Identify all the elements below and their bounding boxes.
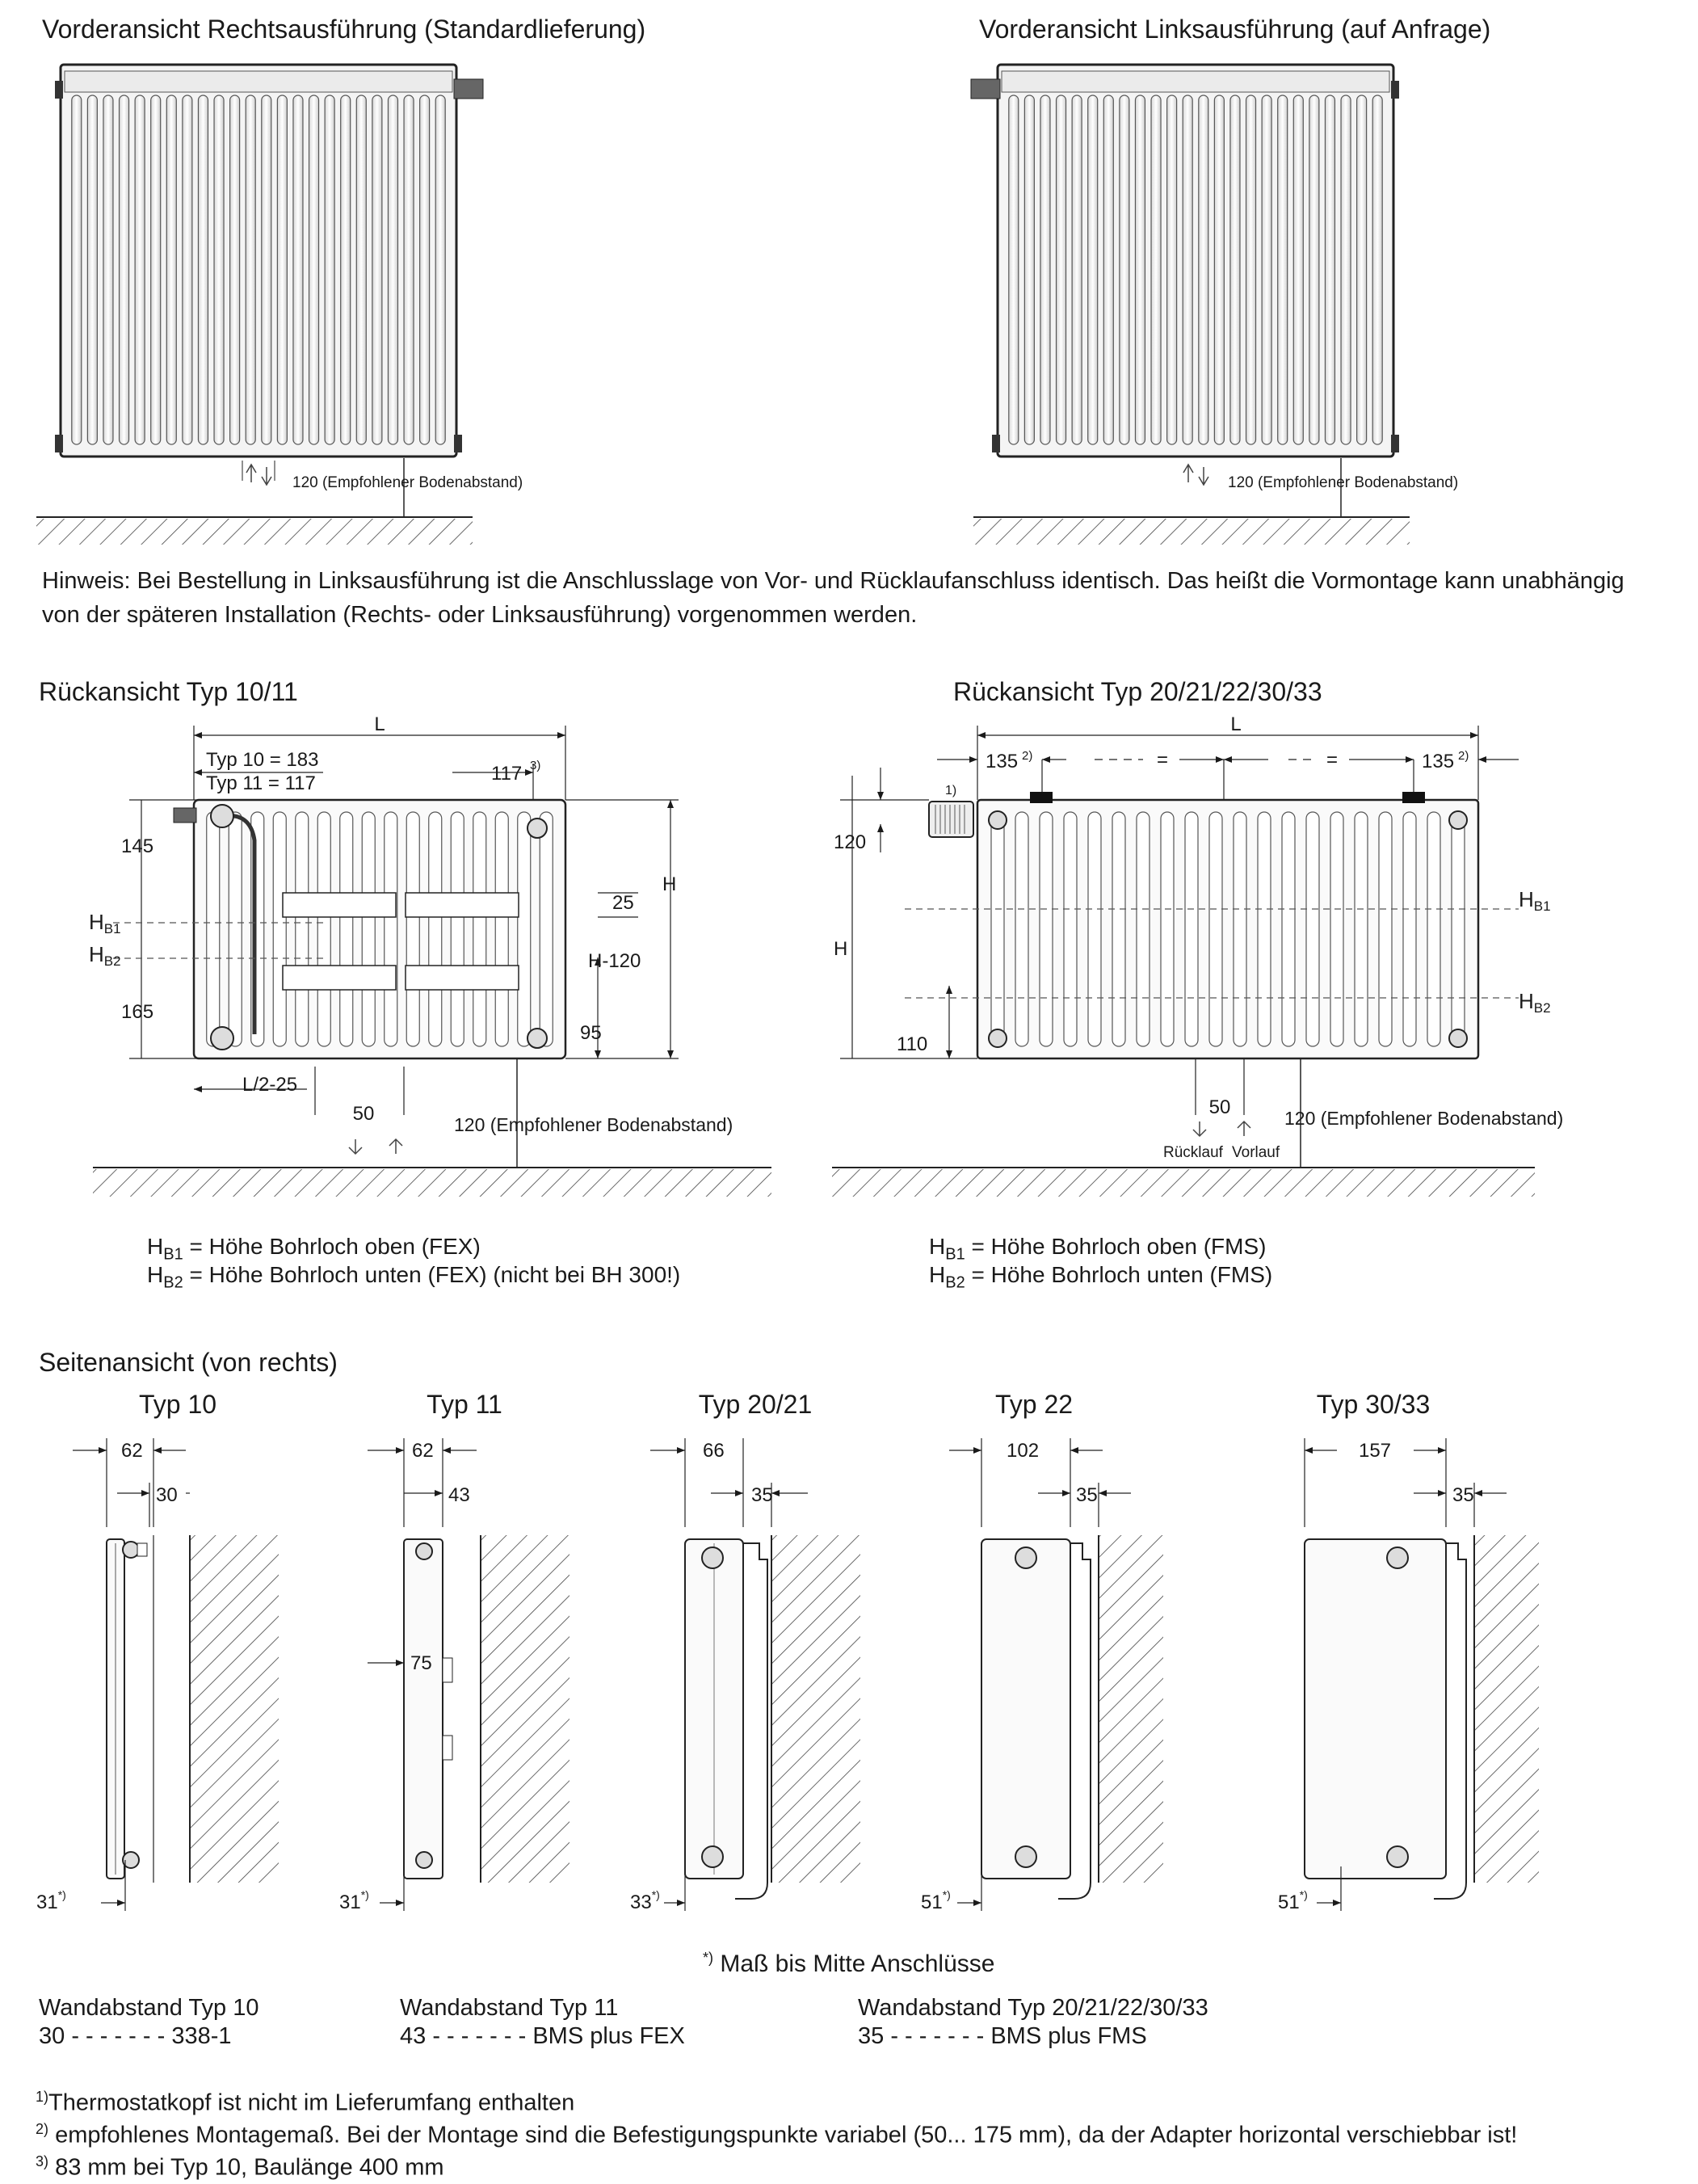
- radiator-rib: [1230, 95, 1240, 444]
- radiator-rib: [1258, 812, 1271, 1046]
- front-left-title: Vorderansicht Linksausführung (auf Anfrage): [979, 15, 1491, 44]
- radiator-rib: [1040, 812, 1053, 1046]
- radiator-rib: [340, 812, 353, 1046]
- radiator-rib: [1330, 812, 1343, 1046]
- radiator-rib: [1372, 95, 1382, 444]
- side-typ30-bottom: 51*): [1278, 1888, 1308, 1913]
- radiator-rib: [317, 812, 330, 1046]
- radiator-rib: [429, 812, 442, 1046]
- rear-20-33-note-1: 1): [945, 784, 957, 797]
- side-title: Seitenansicht (von rechts): [39, 1348, 338, 1377]
- rear-10-11-dim-L2: L/2-25: [242, 1074, 298, 1096]
- radiator-rib: [1309, 95, 1319, 444]
- side-typ22-wall: 35: [1076, 1484, 1098, 1506]
- rear-10-11-floor-label: 120 (Empfohlener Bodenabstand): [454, 1114, 733, 1135]
- side-typ10-depth: 62: [121, 1440, 143, 1462]
- front-right-floor-label: 120 (Empfohlener Bodenabstand): [292, 474, 523, 491]
- rear-20-33-legend-hb1: $H_{B1}$ = Höhe Bohrloch oben (FMS): [929, 1234, 1267, 1264]
- radiator-rib: [151, 95, 161, 444]
- radiator-rib: [1185, 812, 1198, 1046]
- radiator-rib: [1072, 95, 1082, 444]
- radiator-rib: [230, 95, 240, 444]
- footnote-1: $^{1)}$Thermostatkopf ist nicht im Lieferumfang enthalten: [36, 2089, 575, 2116]
- side-typ30-drawing: [1260, 1430, 1551, 1931]
- radiator-rib: [406, 812, 419, 1046]
- rear-20-33-drawing: [824, 711, 1564, 1212]
- rear-10-11-dim-L: L: [374, 713, 385, 735]
- radiator-rib: [1209, 812, 1222, 1046]
- radiator-rib: [1403, 812, 1416, 1046]
- rear-20-33-dim-135-right: 135: [1422, 751, 1455, 772]
- footnote-2: $^{2)}$ empfohlenes Montagemaß. Bei der Montage sind die Befestigungspunkte variabel (50... 175 mm), da der Adapter horizontal verschiebbar ist!: [36, 2121, 1518, 2148]
- radiator-rib: [325, 95, 334, 444]
- rear-10-11-dim-117: 117: [491, 763, 523, 785]
- rear-10-11-dim-165: 165: [121, 1001, 154, 1023]
- rear-10-11-dim-50: 50: [352, 1103, 375, 1125]
- radiator-rib: [1151, 95, 1161, 444]
- side-typ20-drawing: [614, 1430, 889, 1931]
- footnote-3: $^{3)}$ 83 mm bei Typ 10, Baulänge 400 mm: [36, 2153, 444, 2181]
- rear-10-11-dim-95: 95: [580, 1022, 602, 1044]
- wall-typ11-value: 43 - - - - - - - BMS plus FEX: [400, 2023, 685, 2049]
- wall-typ20-title: Wandabstand Typ 20/21/22/30/33: [858, 1995, 1208, 2021]
- radiator-rib: [404, 95, 414, 444]
- radiator-rib: [1009, 95, 1019, 444]
- radiator-rib: [1246, 95, 1256, 444]
- side-typ22-name: Typ 22: [994, 1390, 1074, 1419]
- wall-typ10-value: 30 - - - - - - - 338-1: [39, 2023, 232, 2049]
- radiator-rib: [273, 812, 286, 1046]
- radiator-rib: [1088, 812, 1101, 1046]
- rear-10-11-hb2: HB2: [89, 942, 121, 969]
- side-typ10-bottom: 31*): [36, 1888, 66, 1913]
- radiator-rib: [1214, 95, 1224, 444]
- side-typ10-name: Typ 10: [138, 1390, 217, 1419]
- rear-20-33-hb2: HB2: [1519, 989, 1551, 1016]
- radiator-rib: [1379, 812, 1392, 1046]
- side-typ22-depth: 102: [1007, 1440, 1040, 1462]
- radiator-rib: [1452, 812, 1465, 1046]
- radiator-rib: [198, 95, 208, 444]
- radiator-rib: [420, 95, 430, 444]
- radiator-rib: [87, 95, 97, 444]
- radiator-rib: [1199, 95, 1208, 444]
- radiator-rib: [1282, 812, 1295, 1046]
- radiator-rib: [166, 95, 176, 444]
- rear-10-11-title: Rückansicht Typ 10/11: [39, 677, 298, 706]
- radiator-rib: [1120, 95, 1129, 444]
- radiator-rib: [1183, 95, 1192, 444]
- rear-10-11-dim-H: H: [662, 873, 677, 895]
- radiator-rib: [1064, 812, 1077, 1046]
- hint-text: Hinweis: Bei Bestellung in Linksausführung ist die Anschlusslage von Vor- und Rücklaufanschluss identisch. Das heißt die Vormontage kann unabhängig von der späteren Installation (Rechts- oder Linksausführung) vorgenommen werden.: [42, 568, 1624, 628]
- radiator-rib: [388, 95, 397, 444]
- rear-20-33-hb1: HB1: [1519, 887, 1551, 914]
- side-typ30-name: Typ 30/33: [1316, 1390, 1431, 1419]
- radiator-rib: [1234, 812, 1246, 1046]
- side-typ22-bottom: 51*): [921, 1888, 951, 1913]
- radiator-rib: [207, 812, 220, 1046]
- radiator-rib: [1325, 95, 1334, 444]
- rear-10-11-note-3: 3): [530, 759, 541, 772]
- radiator-rib: [1278, 95, 1288, 444]
- radiator-rib: [1103, 95, 1113, 444]
- side-typ30-depth: 157: [1358, 1440, 1392, 1462]
- side-note: *) Maß bis Mitte Anschlüsse: [703, 1950, 995, 1977]
- radiator-rib: [341, 95, 351, 444]
- radiator-rib: [214, 95, 224, 444]
- radiator-rib: [1167, 95, 1177, 444]
- radiator-rib: [72, 95, 82, 444]
- side-typ11-bottom: 31*): [339, 1888, 369, 1913]
- rear-20-33-dim-135-left: 135: [986, 751, 1019, 772]
- radiator-rib: [1137, 812, 1150, 1046]
- rear-10-11-dim-145: 145: [121, 835, 154, 857]
- rear-10-11-dim-H120: H-120: [588, 950, 641, 972]
- radiator-rib: [362, 812, 375, 1046]
- radiator-rib: [262, 95, 271, 444]
- side-typ30-wall: 35: [1452, 1484, 1474, 1506]
- rear-20-33-note-2-left: 2): [1022, 749, 1033, 763]
- side-typ20-bottom: 33*): [630, 1888, 660, 1913]
- radiator-rib: [1015, 812, 1028, 1046]
- side-typ11-name: Typ 11: [427, 1390, 502, 1419]
- rear-20-33-dim-120: 120: [834, 831, 867, 853]
- radiator-rib: [120, 95, 129, 444]
- radiator-rib: [103, 95, 113, 444]
- radiator-rib: [540, 812, 553, 1046]
- radiator-rib: [229, 812, 242, 1046]
- rear-10-11-typ10: Typ 10 = 183: [206, 749, 319, 771]
- front-left-drawing: [969, 57, 1459, 558]
- radiator-rib: [1024, 95, 1034, 444]
- side-typ22-drawing: [897, 1430, 1171, 1931]
- radiator-rib: [1057, 95, 1066, 444]
- front-right-drawing: [32, 57, 523, 558]
- radiator-rib: [1161, 812, 1174, 1046]
- radiator-rib: [1262, 95, 1271, 444]
- rear-20-33-dim-50: 50: [1208, 1096, 1231, 1118]
- wall-typ11-title: Wandabstand Typ 11: [400, 1995, 619, 2021]
- side-typ11-wall: 43: [448, 1484, 470, 1506]
- radiator-rib: [451, 812, 464, 1046]
- side-typ20-depth: 66: [703, 1440, 725, 1462]
- side-typ20-name: Typ 20/21: [698, 1390, 813, 1419]
- front-right-title: Vorderansicht Rechtsausführung (Standardlieferung): [42, 15, 646, 44]
- radiator-rib: [277, 95, 287, 444]
- rear-10-11-drawing: [81, 711, 792, 1212]
- radiator-rib: [372, 95, 382, 444]
- radiator-rib: [183, 95, 192, 444]
- radiator-rib: [435, 95, 445, 444]
- rear-20-33-eq2: =: [1326, 749, 1339, 771]
- rear-20-33-eq1: =: [1157, 749, 1169, 771]
- rear-10-11-hb1: HB1: [89, 910, 121, 936]
- radiator-rib: [296, 812, 309, 1046]
- side-typ11-drawing: [323, 1430, 582, 1931]
- radiator-rib: [1355, 812, 1368, 1046]
- side-typ10-drawing: [32, 1430, 291, 1931]
- side-typ11-mid: 75: [410, 1652, 432, 1674]
- rear-20-33-dim-L: L: [1230, 713, 1242, 735]
- rear-10-11-legend-hb2: $H_{B2}$ = Höhe Bohrloch unten (FEX) (nicht bei BH 300!): [147, 1262, 681, 1292]
- radiator-rib: [293, 95, 303, 444]
- rear-10-11-typ11: Typ 11 = 117: [206, 772, 316, 794]
- radiator-rib: [991, 812, 1004, 1046]
- radiator-rib: [1341, 95, 1351, 444]
- wall-typ20-value: 35 - - - - - - - BMS plus FMS: [858, 2023, 1147, 2049]
- radiator-rib: [135, 95, 145, 444]
- radiator-rib: [356, 95, 366, 444]
- rear-20-33-legend-hb2: $H_{B2}$ = Höhe Bohrloch unten (FMS): [929, 1262, 1273, 1292]
- radiator-rib: [1135, 95, 1145, 444]
- radiator-rib: [385, 812, 397, 1046]
- radiator-rib: [1357, 95, 1367, 444]
- rear-20-33-dim-110: 110: [897, 1033, 928, 1055]
- radiator-rib: [473, 812, 486, 1046]
- radiator-rib: [246, 95, 255, 444]
- rear-20-33-ruecklauf: Rücklauf: [1163, 1144, 1223, 1161]
- radiator-rib: [1427, 812, 1440, 1046]
- radiator-rib: [495, 812, 508, 1046]
- rear-20-33-floor-label: 120 (Empfohlener Bodenabstand): [1284, 1108, 1564, 1129]
- radiator-rib: [518, 812, 531, 1046]
- radiator-rib: [1306, 812, 1319, 1046]
- rear-10-11-legend-hb1: $H_{B1}$ = Höhe Bohrloch oben (FEX): [147, 1234, 481, 1264]
- rear-20-33-title: Rückansicht Typ 20/21/22/30/33: [953, 677, 1322, 706]
- wall-typ10-title: Wandabstand Typ 10: [39, 1995, 259, 2021]
- rear-20-33-dim-H: H: [834, 938, 848, 960]
- rear-20-33-note-2-right: 2): [1458, 749, 1469, 763]
- radiator-rib: [1040, 95, 1050, 444]
- radiator-rib: [309, 95, 319, 444]
- front-left-floor-label: 120 (Empfohlener Bodenabstand): [1228, 474, 1459, 491]
- radiator-rib: [1293, 95, 1303, 444]
- side-typ20-wall: 35: [751, 1484, 773, 1506]
- side-typ11-depth: 62: [412, 1440, 434, 1462]
- rear-10-11-dim-25: 25: [612, 892, 634, 914]
- radiator-rib: [1088, 95, 1098, 444]
- radiator-rib: [1112, 812, 1125, 1046]
- rear-20-33-vorlauf: Vorlauf: [1232, 1144, 1280, 1161]
- side-typ10-wall: 30: [156, 1484, 178, 1506]
